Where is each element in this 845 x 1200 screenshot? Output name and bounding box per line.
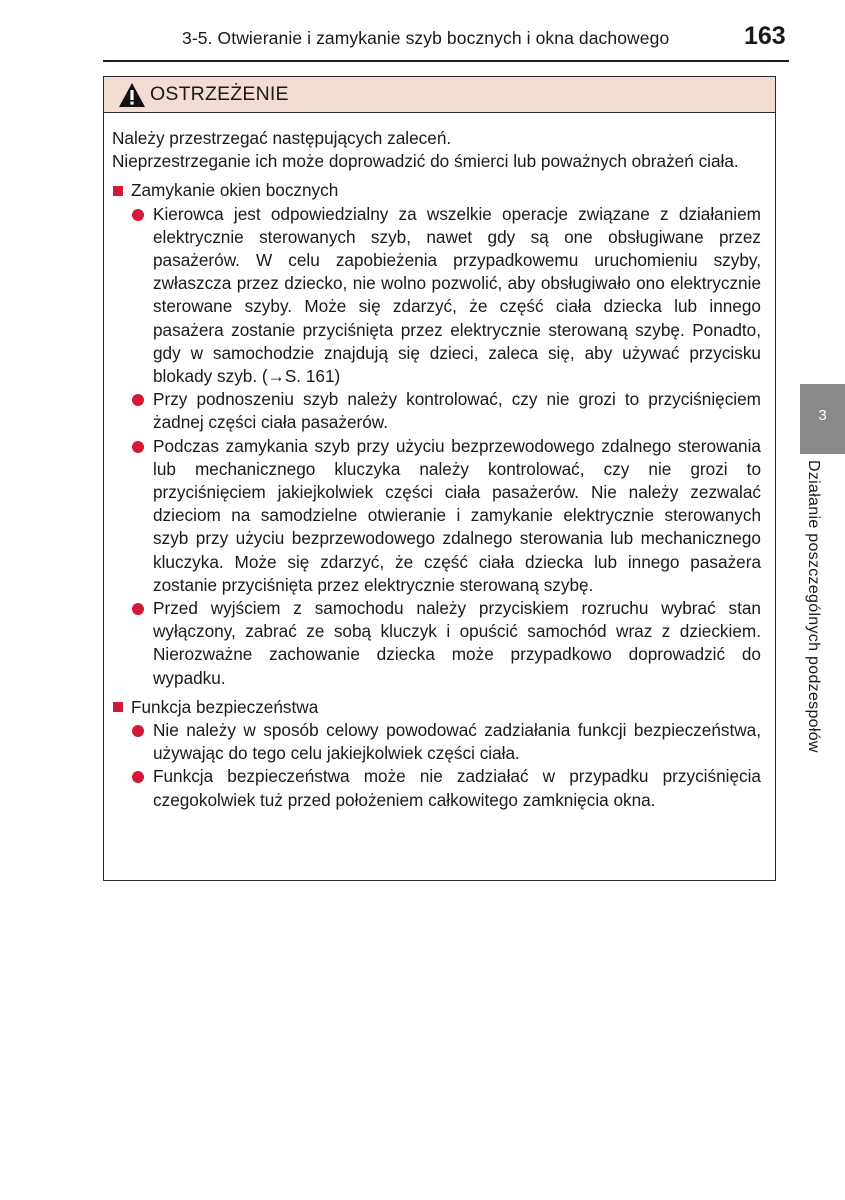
chapter-number: 3 xyxy=(818,406,827,424)
round-bullet-icon xyxy=(132,441,144,453)
round-bullet-icon xyxy=(132,394,144,406)
round-bullet-icon xyxy=(132,209,144,221)
section-heading-safety-function xyxy=(112,696,761,719)
bullet-list xyxy=(112,203,761,690)
section-heading-closing-windows xyxy=(112,179,761,202)
list-item xyxy=(112,388,761,434)
section-heading-label: Zamykanie okien bocznych xyxy=(131,180,339,201)
round-bullet-icon xyxy=(132,603,144,615)
section-title: 3-5. Otwieranie i zamykanie szyb bocznych i okna dachowego xyxy=(182,28,670,48)
intro-line: Należy przestrzegać następujących zaleceń. xyxy=(112,128,452,148)
round-bullet-icon xyxy=(132,771,144,783)
list-item xyxy=(112,719,761,765)
header-divider xyxy=(103,60,789,62)
square-bullet-icon xyxy=(113,702,123,712)
section-heading-label: Funkcja bezpieczeństwa xyxy=(131,696,319,717)
list-item xyxy=(112,435,761,597)
warning-triangle-icon xyxy=(118,82,146,108)
list-item xyxy=(112,203,761,389)
chapter-title: Działanie poszczególnych podzespołów xyxy=(805,460,822,753)
page-number: 163 xyxy=(744,22,786,50)
chapter-tab xyxy=(800,384,845,454)
list-item-text: Funkcja bezpieczeństwa może nie zadziałać w przypadku przyciśnięcia czegokolwiek tuż przed położeniem całkowitego zamknięcia okna. xyxy=(153,766,761,810)
bullet-list xyxy=(112,719,761,812)
list-item-text: Kierowca jest odpowiedzialny za wszelkie operacje związane z działaniem elektrycznie sterowanych szyb, nawet gdy są one obsługiwane przez pasażerów. W celu zapobieżenia przypadkowemu uruchomieniu szyby, zwłaszcza przez dziecko, nie wolno pozwolić, aby obsługiwało ono elektrycznie sterowane szyby. Może się zdarzyć, że część ciała dziecka lub innego pasażera zostanie przyciśnięta przez elektrycznie sterowaną szybę. Ponadto, gdy w samochodzie znajdują się dzieci, zaleca się, aby używać przycisku blokady szyb. (→S. 161) xyxy=(153,203,761,387)
warning-header xyxy=(104,77,775,113)
square-bullet-icon xyxy=(113,186,123,196)
warning-body xyxy=(104,113,775,812)
warning-box xyxy=(103,76,776,881)
list-item xyxy=(112,597,761,690)
list-item-text: Przy podnoszeniu szyb należy kontrolować, czy nie grozi to przyciśnięciem żadnej części ciała pasażerów. xyxy=(153,389,761,433)
warning-title: OSTRZEŻENIE xyxy=(150,83,289,105)
list-item-text: Nie należy w sposób celowy powodować zadziałania funkcji bezpieczeństwa, używając do tego celu jakiejkolwiek części ciała. xyxy=(153,720,761,764)
list-item xyxy=(112,765,761,811)
round-bullet-icon xyxy=(132,725,144,737)
warning-intro xyxy=(112,127,761,173)
intro-line: Nieprzestrzeganie ich może doprowadzić do śmierci lub poważnych obrażeń ciała. xyxy=(112,151,739,172)
list-item-text: Podczas zamykania szyb przy użyciu bezprzewodowego zdalnego sterowania lub mechanicznego kluczyka należy kontrolować, czy nie grozi to przyciśnięciem jakiejkolwiek części ciała pasażerów. Nie należy zezwalać dzieciom na samodzielne otwieranie i zamykanie elektrycznie sterowanych szyb przy użyciu bezprzewodowego zdalnego sterowania lub mechanicznego kluczyka. Może się zdarzyć, że część ciała dziecka lub innego pasażera zostanie przyciśnięta przez elektrycznie sterowaną szybę. xyxy=(153,435,761,595)
list-item-text: Przed wyjściem z samochodu należy przyciskiem rozruchu wybrać stan wyłączony, zabrać ze sobą kluczyk i opuścić samochód wraz z dzieckiem. Nierozważne zachowanie dziecka może przypadkowo doprowadzić do wypadku. xyxy=(153,598,761,688)
